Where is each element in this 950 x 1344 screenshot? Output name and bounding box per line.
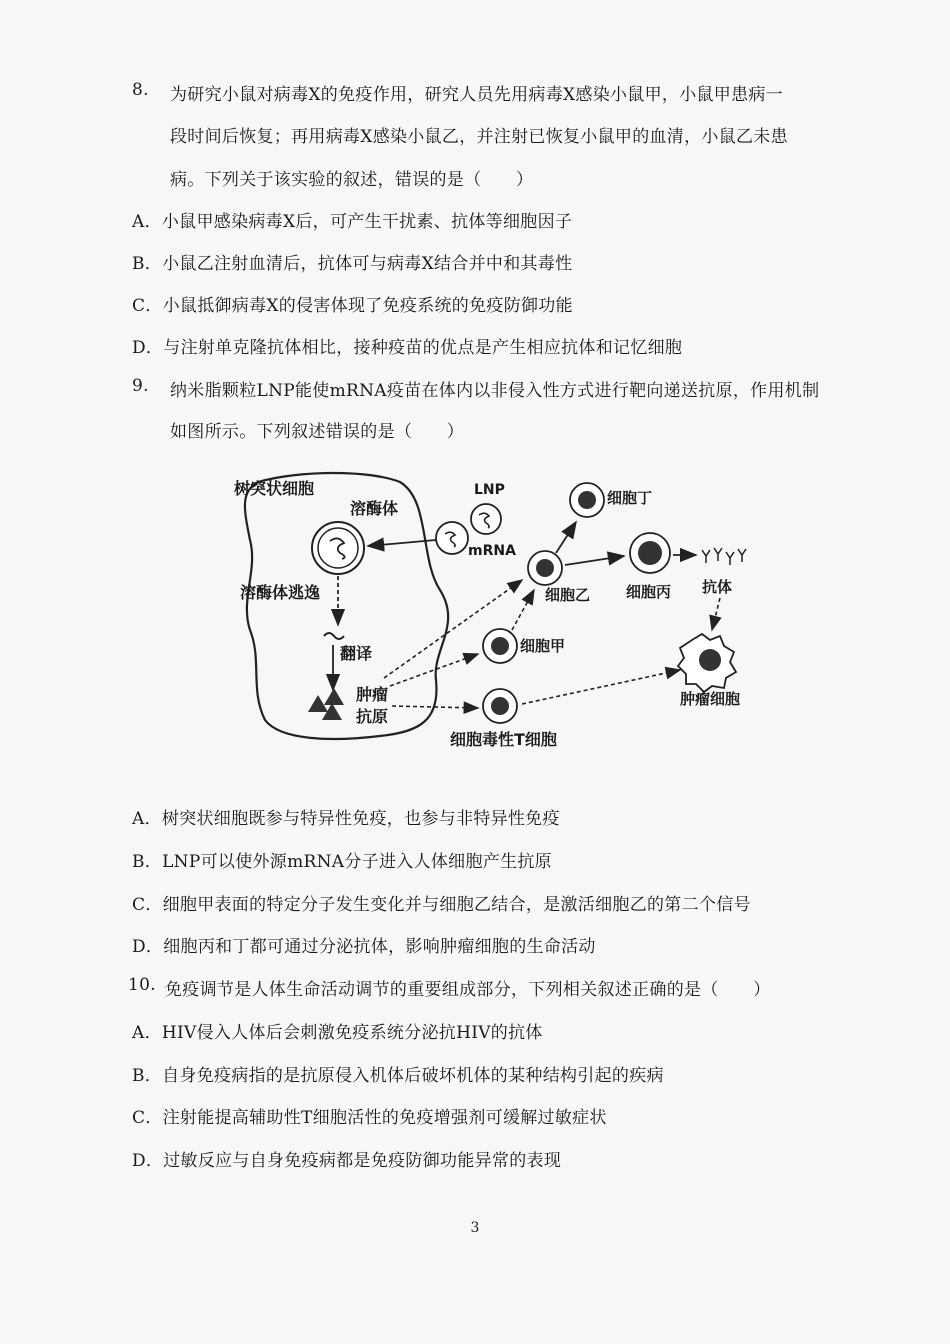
- q8-option-b[interactable]: B．小鼠乙注射血清后，抗体可与病毒X结合并中和其毒性: [132, 254, 573, 274]
- dendritic-cell-membrane: [245, 473, 448, 739]
- cell-a: [483, 629, 517, 663]
- antibody-icon: [702, 548, 746, 565]
- label-tumor-antigen-1: 肿瘤: [356, 685, 389, 704]
- cell-d: [570, 483, 604, 517]
- page-number: 3: [470, 1220, 480, 1236]
- label-antibody: 抗体: [702, 578, 733, 596]
- q9-option-c[interactable]: C．细胞甲表面的特定分子发生变化并与细胞乙结合，是激活细胞乙的第二个信号: [132, 895, 751, 915]
- q8-stem-line1: 为研究小鼠对病毒X的免疫作用，研究人员先用病毒X感染小鼠甲，小鼠甲患病一: [170, 85, 784, 105]
- label-cell-d: 细胞丁: [607, 489, 653, 507]
- lysosome-icon: [312, 522, 364, 574]
- q8-option-a[interactable]: A．小鼠甲感染病毒X后，可产生干扰素、抗体等细胞因子: [132, 212, 573, 232]
- q10-option-c[interactable]: C．注射能提高辅助性T细胞活性的免疫增强剂可缓解过敏症状: [132, 1108, 607, 1128]
- q10-number: 10.: [128, 975, 156, 995]
- q10-option-a[interactable]: A．HIV侵入人体后会刺激免疫系统分泌抗HIV的抗体: [132, 1023, 543, 1043]
- mrna-strand-icon: [324, 633, 344, 639]
- q8-stem-line2: 段时间后恢复；再用病毒X感染小鼠乙，并注射已恢复小鼠甲的血清，小鼠乙未患: [170, 127, 788, 147]
- label-cytotoxic-t-cell: 细胞毒性T细胞: [450, 730, 557, 749]
- tumor-antigen-icon: [308, 688, 344, 720]
- q9-option-b[interactable]: B．LNP可以使外源mRNA分子进入人体细胞产生抗原: [132, 852, 552, 872]
- tumor-cell: [678, 634, 736, 692]
- lnp-particle-icon: [471, 504, 501, 534]
- label-lysosome-escape: 溶酶体逃逸: [240, 583, 321, 602]
- q9-stem-line2: 如图所示。下列叙述错误的是（ ）: [170, 422, 465, 442]
- label-tumor-antigen-2: 抗原: [356, 707, 389, 726]
- label-cell-b: 细胞乙: [545, 586, 591, 604]
- q8-option-c[interactable]: C．小鼠抵御病毒X的侵害体现了免疫系统的免疫防御功能: [132, 296, 573, 316]
- q9-option-a[interactable]: A．树突状细胞既参与特异性免疫，也参与非特异性免疫: [132, 809, 560, 829]
- label-mrna: mRNA: [468, 543, 516, 559]
- label-translation: 翻译: [340, 644, 373, 663]
- label-dendritic-cell: 树突状细胞: [234, 479, 315, 498]
- label-cell-c: 细胞丙: [626, 583, 672, 601]
- cytotoxic-t-cell: [483, 689, 517, 723]
- q9-option-d[interactable]: D．细胞丙和丁都可通过分泌抗体，影响肿瘤细胞的生命活动: [132, 937, 596, 957]
- label-lnp: LNP: [474, 482, 505, 498]
- cell-c: [630, 533, 670, 573]
- q10-option-b[interactable]: B．自身免疫病指的是抗原侵入机体后破坏机体的某种结构引起的疾病: [132, 1066, 664, 1086]
- q10-stem: 免疫调节是人体生命活动调节的重要组成部分，下列相关叙述正确的是（ ）: [165, 980, 771, 1000]
- lnp-entering-icon: [436, 522, 468, 554]
- cell-b: [528, 551, 562, 585]
- q9-number: 9.: [132, 376, 149, 396]
- q10-option-d[interactable]: D．过敏反应与自身免疫病都是免疫防御功能异常的表现: [132, 1151, 562, 1171]
- q8-stem-line3: 病。下列关于该实验的叙述，错误的是（ ）: [170, 170, 534, 190]
- label-cell-a: 细胞甲: [520, 637, 566, 655]
- q9-stem-line1: 纳米脂颗粒LNP能使mRNA疫苗在体内以非侵入性方式进行靶向递送抗原，作用机制: [170, 381, 820, 401]
- q8-option-d[interactable]: D．与注射单克隆抗体相比，接种疫苗的优点是产生相应抗体和记忆细胞: [132, 338, 683, 358]
- label-tumor-cell: 肿瘤细胞: [680, 690, 741, 708]
- q8-number: 8.: [132, 80, 149, 100]
- label-lysosome: 溶酶体: [350, 499, 399, 518]
